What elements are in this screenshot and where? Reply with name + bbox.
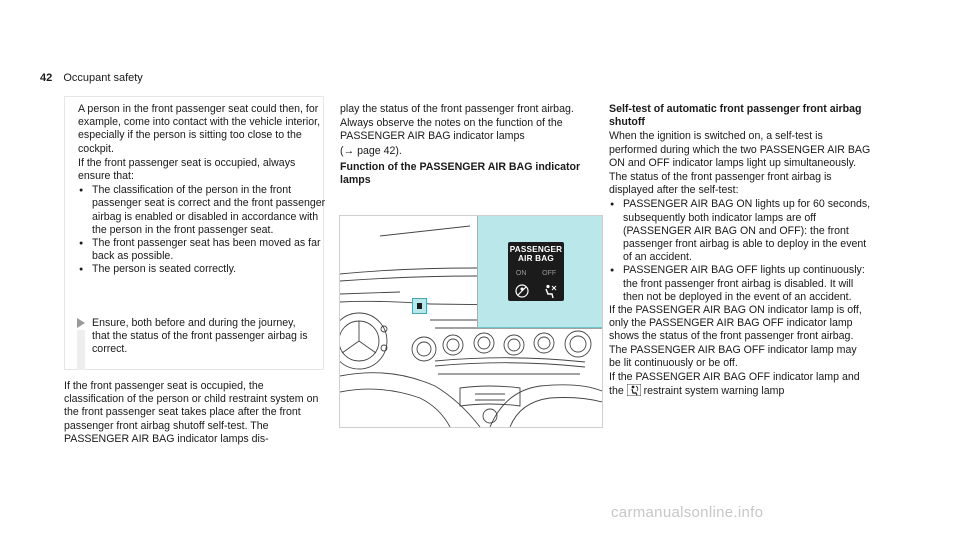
note-text: Ensure, both before and during the journey, that the status of the front passenger airbag is correct. (92, 317, 308, 356)
paragraph: If the front passenger seat is occupied, always ensure that: (78, 156, 296, 183)
list-item: ● The classification of the person in the front passenger seat is correct and the front passenger airbag is enabled or disabled in accordance with the person in the front passenger seat. (78, 184, 328, 237)
column-2 (340, 103, 602, 188)
page-number: 42 (40, 72, 53, 84)
indicator-label-line2: AIR BAG (518, 254, 554, 263)
indicator-lamp-location (412, 298, 427, 314)
list-item: ● The person is seated correctly. (78, 263, 328, 276)
paragraph: The status of the front passenger front airbag is displayed after the self-test: (609, 171, 832, 197)
paragraph: If the PASSENGER AIR BAG ON indicator lamp is off, only the PASSENGER AIR BAG OFF indicator lamp shows the status of the front passenger front airbag. The PASSENGER AIR BAG OFF indicator lamp may be lit continuously or be off. (609, 304, 862, 369)
on-label: ON (515, 270, 527, 277)
column-1-continued (64, 380, 326, 447)
paragraph: If the front passenger seat is occupied, the classification of the person or child restraint system on the front passenger seat takes place after the front passenger front airbag shutoff self-test. The PASSENGER AIR BAG indicator lamps dis- (64, 380, 319, 445)
indicator-panel (477, 216, 602, 328)
paragraph-part: If the PASSENGER AIR BAG OFF indicator lamp and the (609, 371, 860, 398)
passenger-airbag-indicator (508, 242, 564, 301)
paragraph: A person in the front passenger seat could then, for example, come into contact with the vehicle interior, especially if the person is sitting too close to the cockpit. (78, 103, 321, 155)
page-reference: (→ page 42). (340, 144, 402, 157)
off-label: OFF (542, 270, 557, 277)
column-1 (78, 103, 328, 277)
dashboard-figure (339, 215, 603, 428)
paragraph: When the ignition is switched on, a self-test is performed during which the two PASSENGER AIR BAG ON and OFF indicator lamps light up simultaneously. (609, 130, 871, 169)
paragraph: play the status of the front passenger front airbag. (340, 103, 574, 115)
passenger-seat-icon (542, 283, 558, 299)
watermark: carmanualsonline.info (611, 504, 764, 521)
paragraph (609, 371, 871, 398)
airbag-disabled-icon (514, 283, 530, 299)
list-item: ● PASSENGER AIR BAG ON lights up for 60 seconds, subsequently both indicator lamps are off (PASSENGER AIR BAG ON and OFF): the front passenger front airbag is able to deploy in the event of an accident. (609, 198, 871, 264)
page-header (40, 72, 143, 85)
section-title: Occupant safety (63, 72, 143, 84)
paragraph: Always observe the notes on the function of the PASSENGER AIR BAG indicator lamps (340, 117, 563, 143)
paragraph-part: restraint system warning lamp (643, 385, 785, 398)
restraint-system-warning-icon (627, 384, 641, 396)
column-3 (609, 103, 871, 399)
list-item: ● The front passenger seat has been moved as far back as possible. (78, 237, 328, 263)
section-heading: Function of the PASSENGER AIR BAG indicator lamps (340, 160, 581, 187)
list-item: ● PASSENGER AIR BAG OFF lights up continuously: the front passenger front airbag is disabled. It will then not be deployed in the event of an accident. (609, 264, 871, 304)
note-block (64, 314, 322, 367)
section-heading: Self-test of automatic front passenger front airbag shutoff (609, 103, 862, 129)
indicator-label-line1: PASSENGER (509, 245, 563, 254)
